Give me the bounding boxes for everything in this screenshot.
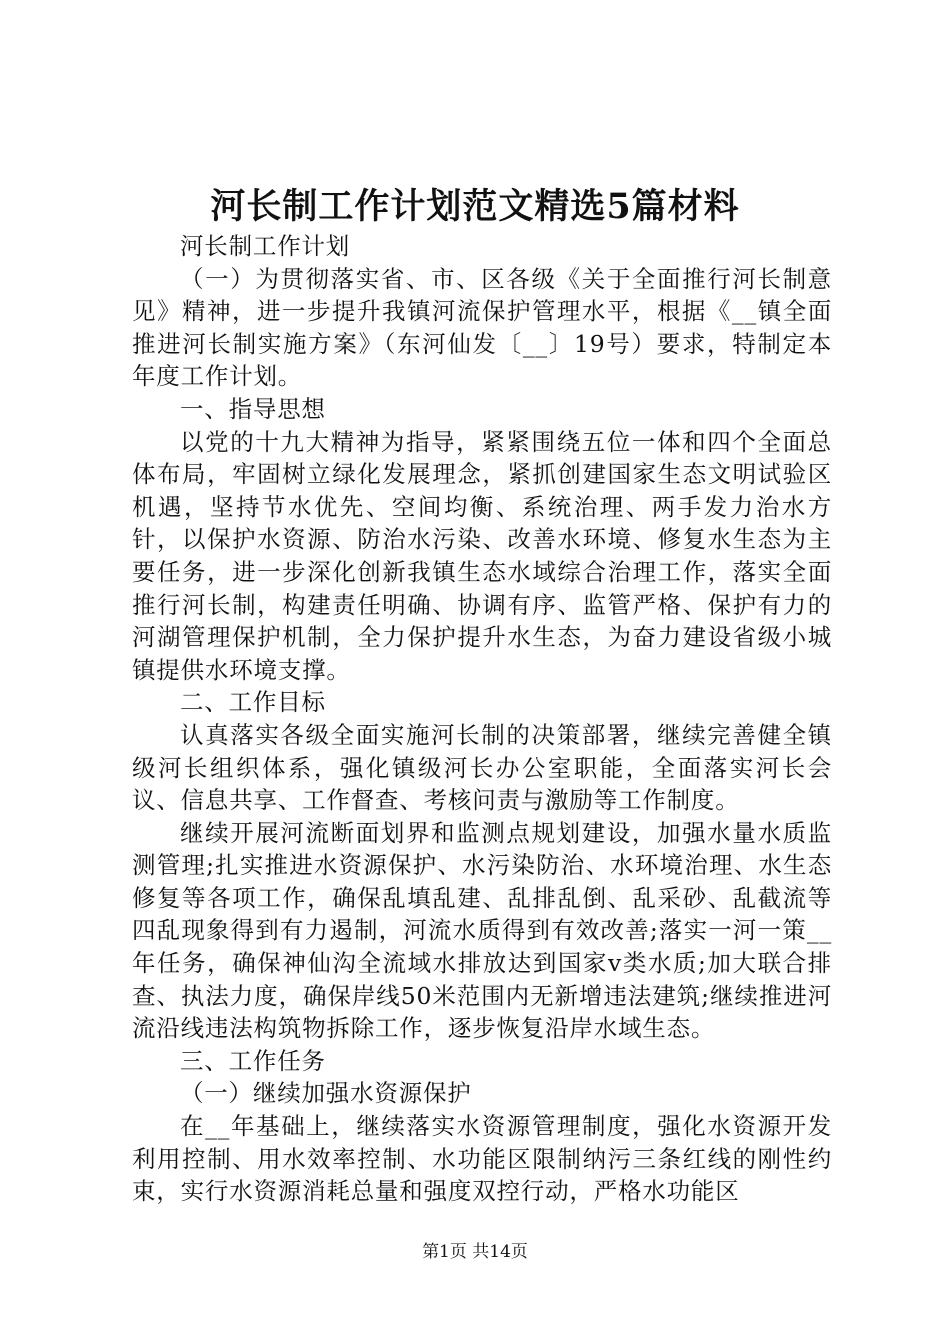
section-heading-guiding-ideology: 一、指导思想: [180, 394, 326, 423]
paragraph-guiding-ideology: 以党的十九大精神为指导，紧紧围绕五位一体和四个全面总体布局，牢固树立绿化发展理念，紧抓创建国家生态文明试验区机遇，坚持节水优先、空间均衡、系统治理、两手发力治水方针，以保护水资源、防治水污染、改善水环境、修复水生态为主要任务，进一步深化创新我镇生态水域综合治理工作，落实全面推行河长制，构建责任明确、协调有序、监管严格、保护有力的河湖管理保护机制，全力保护提升水生态，为奋力建设省级小城镇提供水环境支撑。: [132, 427, 832, 684]
section-heading-work-tasks: 三、工作任务: [180, 1046, 326, 1075]
paragraph-water-protection: 在__年基础上，继续落实水资源管理制度，强化水资源开发利用控制、用水效率控制、水功能区限制纳污三条红线的刚性约束，实行水资源消耗总量和强度双控行动，严格水功能区: [132, 1112, 832, 1206]
subsection-heading-water-protection: （一）继续加强水资源保护: [180, 1079, 472, 1108]
page-footer: 第1页 共14页: [422, 1242, 528, 1262]
paragraph-work-goals-2: 继续开展河流断面划界和监测点规划建设，加强水量水质监测管理;扎实推进水资源保护、水污染防治、水环境治理、水生态修复等各项工作，确保乱填乱建、乱排乱倒、乱采砂、乱截流等四乱现象得到有力遏制，河流水质得到有效改善;落实一河一策__年任务，确保神仙沟全流域水排放达到国家v类水质;加大联合排查、执法力度，确保岸线50米范围内无新增违法建筑;继续推进河流沿线违法构筑物拆除工作，逐步恢复沿岸水域生态。: [132, 818, 832, 1043]
section-heading-plan: 河长制工作计划: [180, 232, 351, 260]
paragraph-intro: （一）为贯彻落实省、市、区各级《关于全面推行河长制意见》精神，进一步提升我镇河流保护管理水平，根据《__镇全面推进河长制实施方案》（东河仙发〔__〕19号）要求，特制定本年度工作计划。: [132, 264, 832, 391]
document-body: [132, 230, 832, 1208]
document-title: 河长制工作计划范文精选5篇材料: [210, 186, 740, 227]
paragraph-work-goals-1: 认真落实各级全面实施河长制的决策部署，继续完善健全镇级河长组织体系，强化镇级河长办公室职能，全面落实河长会议、信息共享、工作督查、考核问责与激励等工作制度。: [132, 720, 832, 815]
section-heading-work-goals: 二、工作目标: [180, 688, 326, 717]
